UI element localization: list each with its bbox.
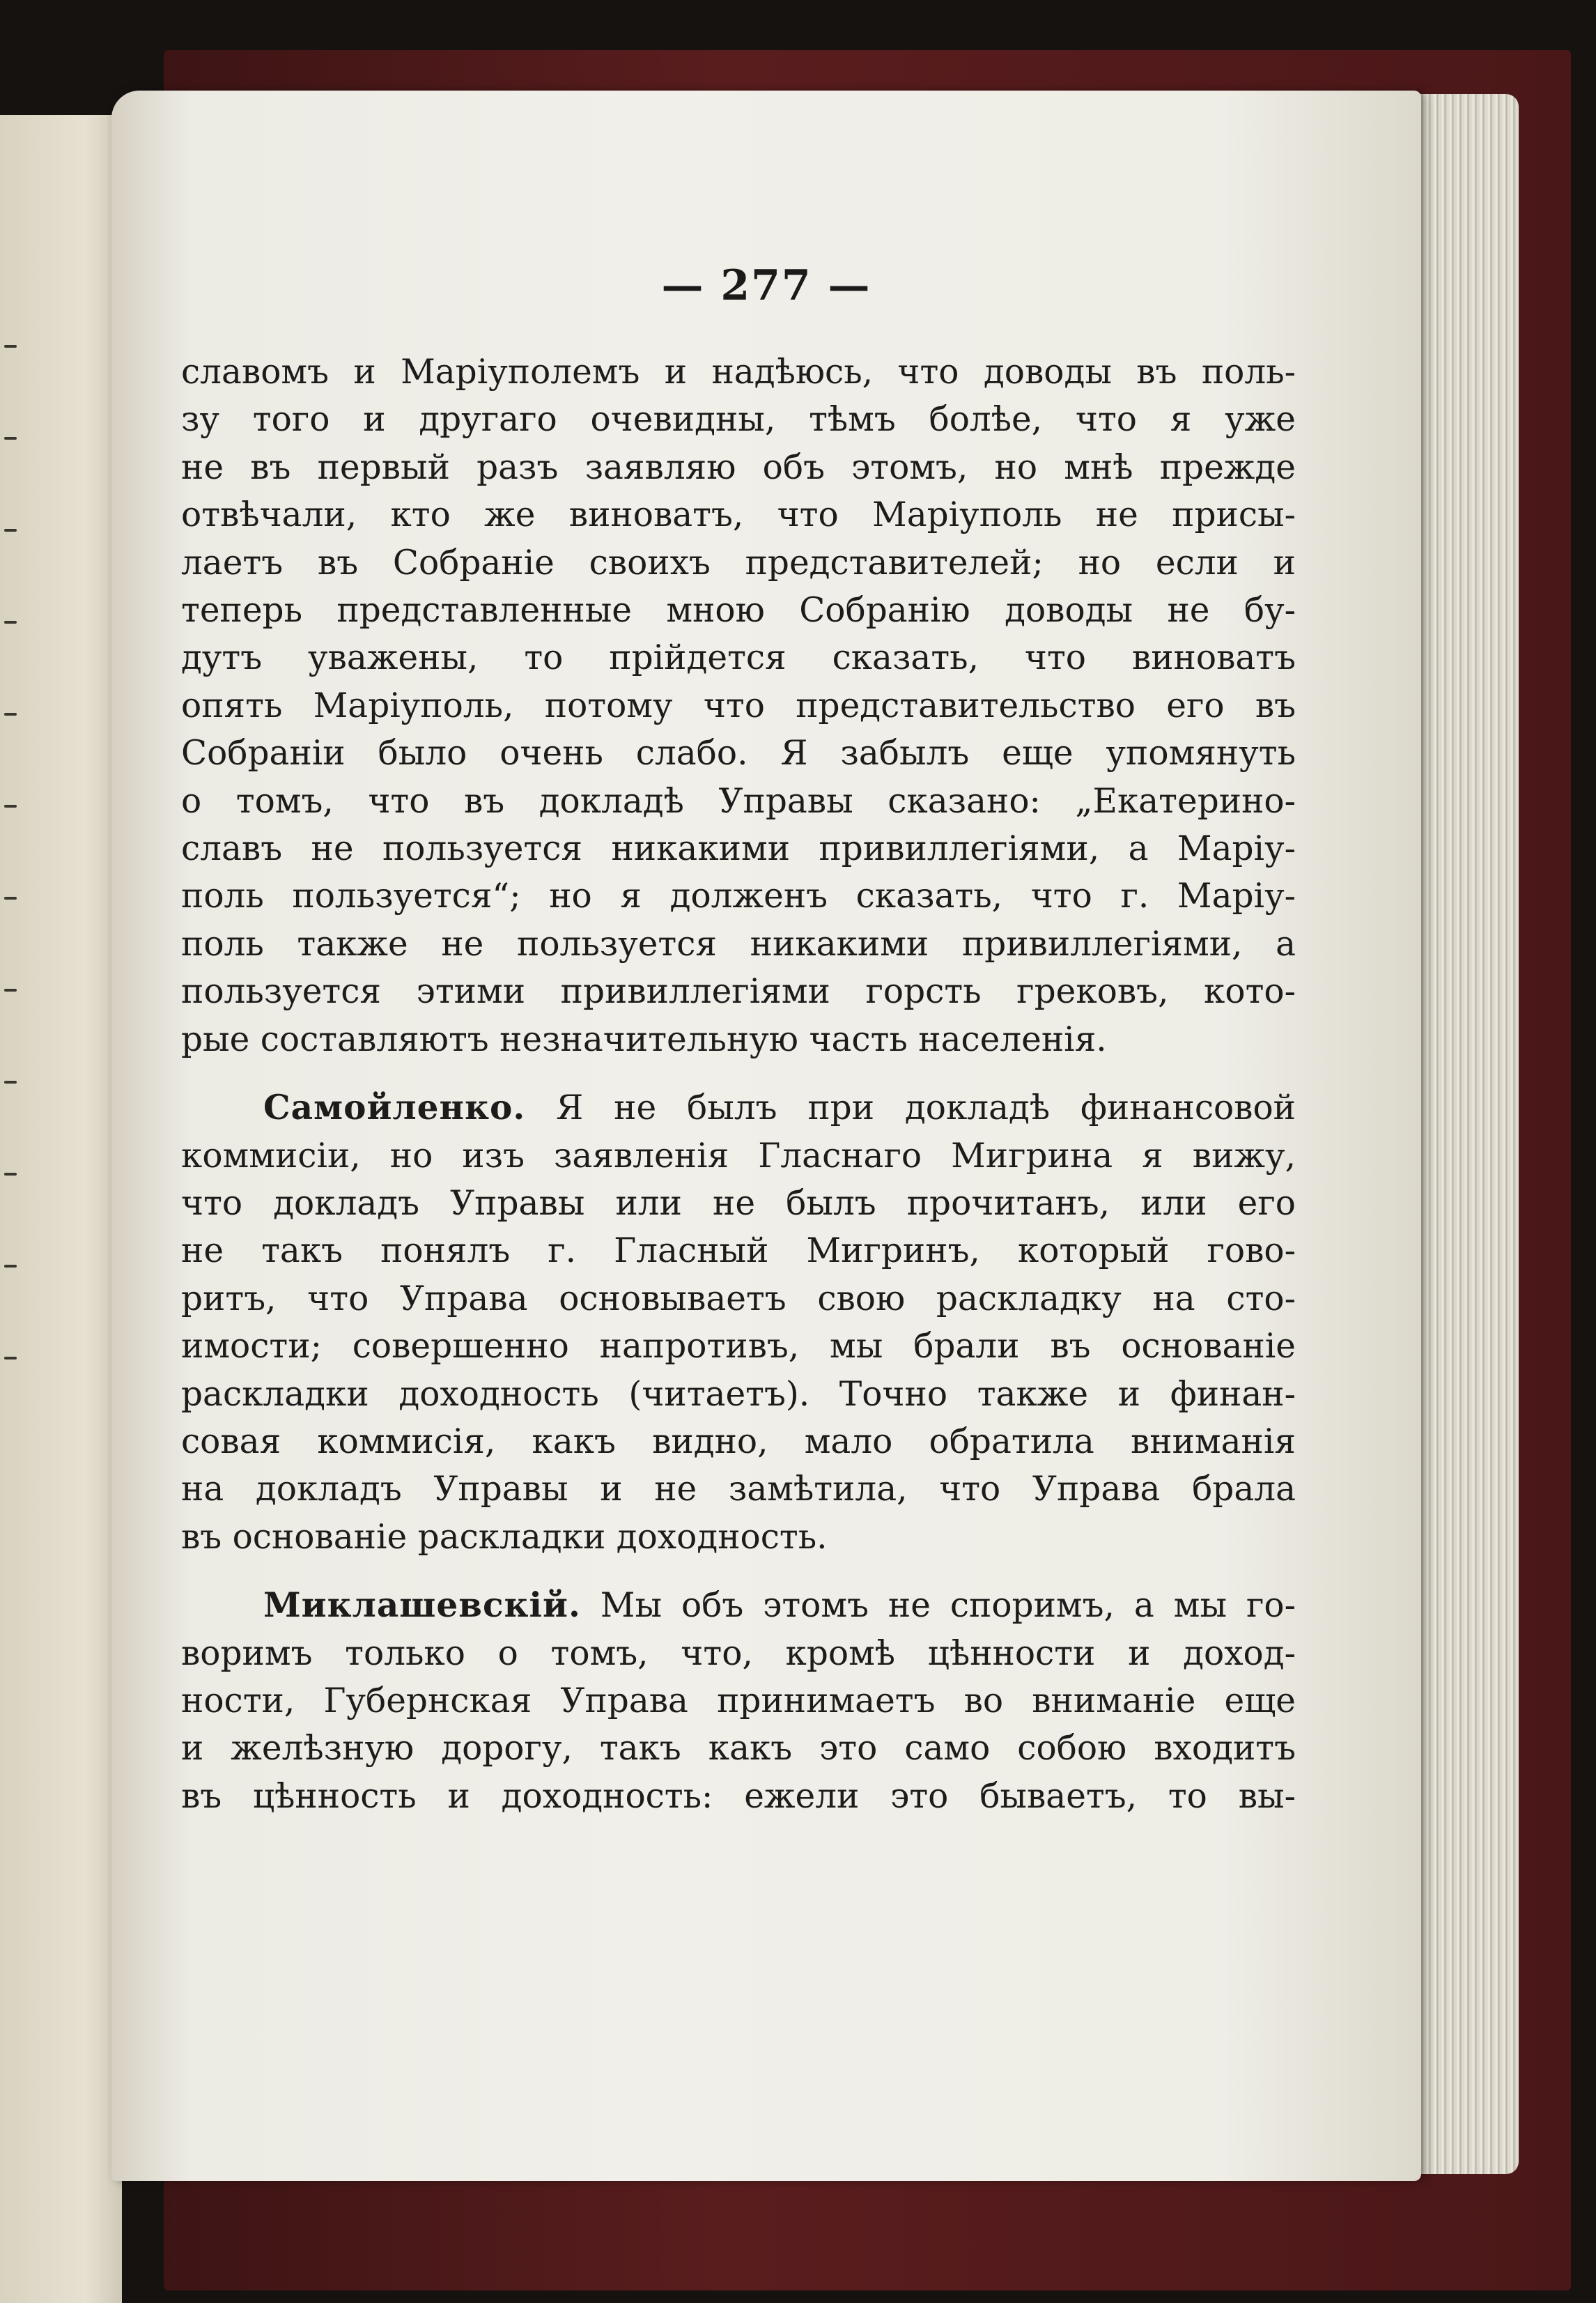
text-line-rest: Мы объ этомъ не споримъ, а мы го- bbox=[600, 1586, 1296, 1626]
text-line: о томъ, что въ докладѣ Управы сказано: „Екатерино- bbox=[181, 781, 1296, 821]
text-line: въ основаніе раскладки доходность. bbox=[181, 1517, 828, 1557]
text-line: совая коммисія, какъ видно, мало обратила вниманія bbox=[181, 1422, 1296, 1461]
speaker-name: Самойленко. bbox=[263, 1088, 526, 1128]
paragraph-1 bbox=[181, 348, 1296, 1063]
text-line: что докладъ Управы или не былъ прочитанъ, или его bbox=[181, 1183, 1296, 1223]
text-line: отвѣчали, кто же виноватъ, что Маріуполь не присы- bbox=[181, 495, 1296, 535]
text-line: коммисіи, но изъ заявленія Гласнаго Мигрина я вижу, bbox=[181, 1136, 1296, 1176]
text-line: не въ первый разъ заявляю объ этомъ, но мнѣ прежде bbox=[181, 447, 1296, 487]
text-line: въ цѣнность и доходность: ежели это бываетъ, то вы- bbox=[181, 1776, 1296, 1816]
text-line: теперь представленные мною Собранію доводы не бу- bbox=[181, 591, 1296, 631]
text-line: славомъ и Маріуполемъ и надѣюсь, что доводы въ поль- bbox=[181, 353, 1296, 392]
text-line: раскладки доходность (читаетъ). Точно также и финан- bbox=[181, 1374, 1296, 1414]
text-line: поль пользуется“; но я долженъ сказать, что г. Маріу- bbox=[181, 877, 1296, 916]
paragraph-2 bbox=[181, 1084, 1296, 1561]
text-line: имости; совершенно напротивъ, мы брали въ основаніе bbox=[181, 1327, 1296, 1366]
text-line: зу того и другаго очевидны, тѣмъ болѣе, что я уже bbox=[181, 400, 1296, 440]
book-page bbox=[111, 91, 1421, 2181]
text-line: Собраніи было очень слабо. Я забылъ еще упомянуть bbox=[181, 734, 1296, 773]
page-text bbox=[181, 348, 1296, 1820]
text-line: и желѣзную дорогу, такъ какъ это само собою входитъ bbox=[181, 1729, 1296, 1769]
text-line bbox=[181, 1084, 1296, 1132]
text-line: рые составляютъ незначительную часть населенія. bbox=[181, 1019, 1107, 1059]
text-line: опять Маріуполь, потому что представительство его въ bbox=[181, 686, 1296, 725]
text-line-rest: Я не былъ при докладѣ финансовой bbox=[556, 1088, 1296, 1128]
text-line: поль также не пользуется никакими привиллегіями, а bbox=[181, 924, 1296, 964]
text-line bbox=[181, 1582, 1296, 1629]
previous-page-edge bbox=[0, 115, 122, 2303]
text-line: ритъ, что Управа основываетъ свою раскладку на сто- bbox=[181, 1279, 1296, 1318]
text-line: на докладъ Управы и не замѣтила, что Управа брала bbox=[181, 1470, 1296, 1509]
speaker-name: Миклашевскій. bbox=[263, 1585, 581, 1626]
text-line: лаетъ въ Собраніе своихъ представителей; но если и bbox=[181, 543, 1296, 583]
paragraph-3 bbox=[181, 1582, 1296, 1820]
text-line: пользуется этими привиллегіями горсть грековъ, кото- bbox=[181, 972, 1296, 1012]
text-line: дутъ уважены, то прійдется сказать, что виноватъ bbox=[181, 638, 1296, 678]
text-line: ности, Губернская Управа принимаетъ во вниманіе еще bbox=[181, 1681, 1296, 1720]
text-line: не такъ понялъ г. Гласный Мигринъ, который гово- bbox=[181, 1231, 1296, 1271]
text-line: воримъ только о томъ, что, кромѣ цѣнности и доход- bbox=[181, 1633, 1296, 1673]
text-line: славъ не пользуется никакими привиллегіями, а Маріу- bbox=[181, 829, 1296, 869]
previous-page-text-fragments bbox=[4, 345, 32, 1449]
page-number: — 277 — bbox=[661, 261, 871, 310]
